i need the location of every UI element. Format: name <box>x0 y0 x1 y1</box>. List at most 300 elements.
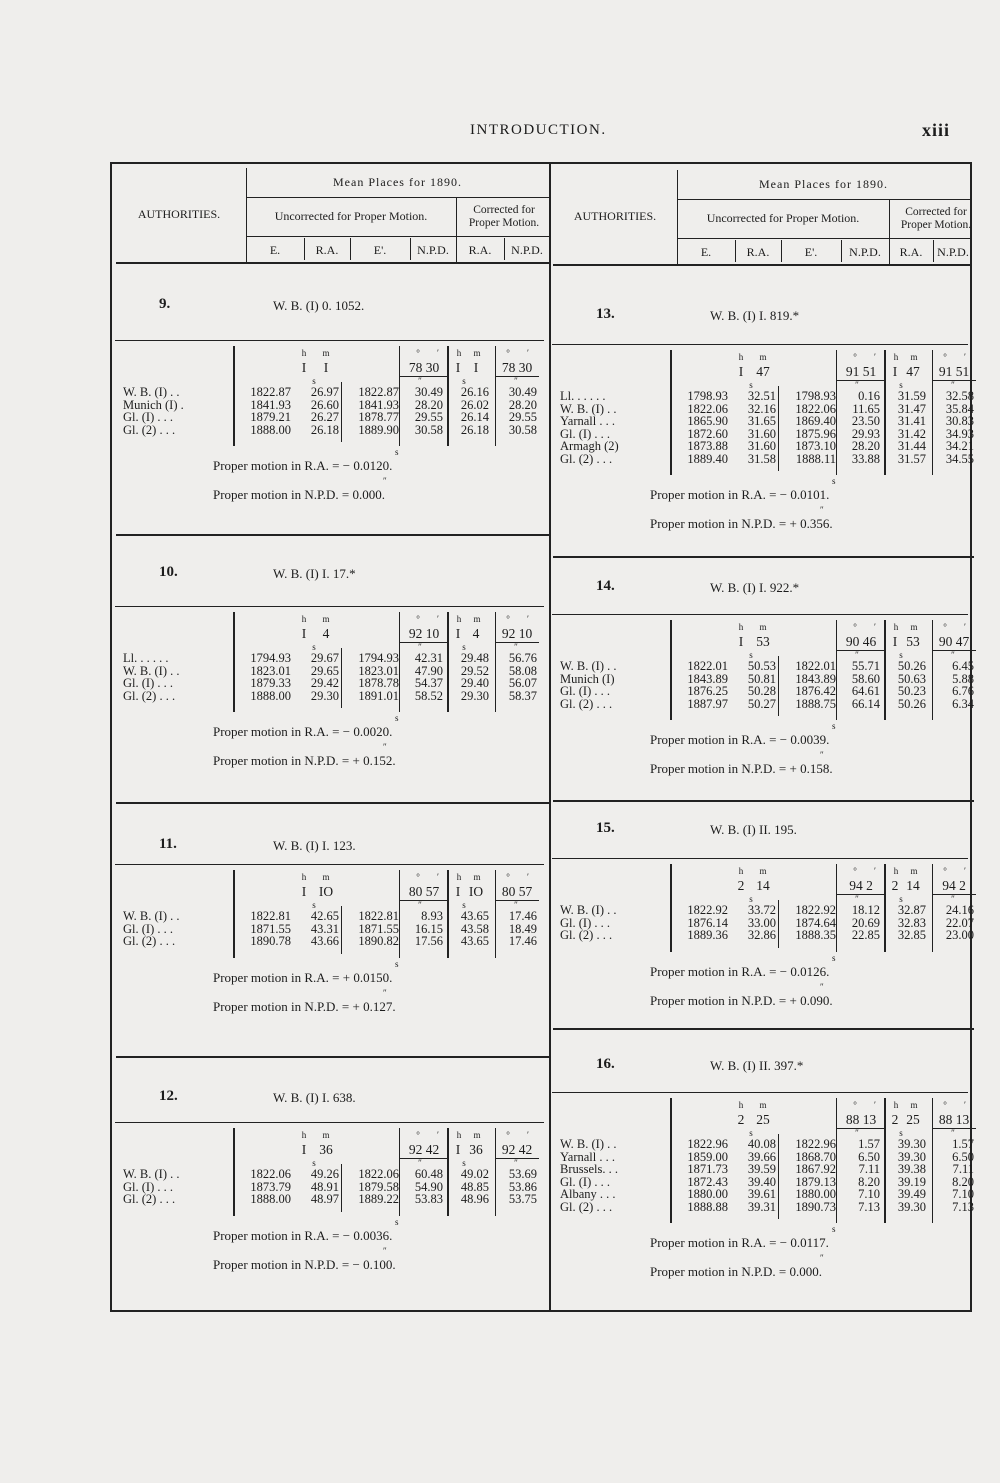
entry-title: W. B. (I) II. 195. <box>710 822 797 837</box>
ra-minutes: 47 <box>756 364 770 379</box>
ra-seconds: 32.16 <box>747 401 776 416</box>
npd-seconds: 7.11 <box>858 1162 880 1176</box>
unit-h: h <box>893 622 899 632</box>
entry-rule <box>552 1092 968 1093</box>
ra-minutes: 4 <box>322 626 330 641</box>
epoch: 1871.55 <box>250 921 291 936</box>
epoch-npd: 1798.93 <box>795 389 836 403</box>
cnpd-seconds: 35.84 <box>945 401 974 416</box>
npd-degrees: 92 42 <box>408 1142 440 1157</box>
pm-unit-sec: ″ <box>820 981 824 992</box>
col-rule <box>670 864 672 952</box>
cnpd-seconds: 6.50 <box>952 1149 974 1164</box>
cnpd-seconds: 7.10 <box>952 1187 974 1201</box>
ra-seconds: 43.31 <box>310 921 339 936</box>
epoch: 1887.97 <box>687 696 728 711</box>
unit-m: m <box>473 1130 481 1140</box>
epoch-npd: 1879.13 <box>795 1174 836 1189</box>
mean-places-header-left: Mean Places for 1890. <box>333 175 462 189</box>
authority: W. B. (I) . . <box>123 909 180 923</box>
epoch: 1798.93 <box>687 389 728 403</box>
unit-sec: ″ <box>855 380 859 390</box>
epoch: 1888.00 <box>250 1192 291 1206</box>
npd-seconds: 7.10 <box>858 1187 880 1201</box>
col-rule <box>778 900 779 948</box>
cnpd-seconds: 7.13 <box>952 1199 974 1214</box>
epoch-npd: 1890.82 <box>358 934 399 948</box>
cra-hours: I <box>455 1142 461 1157</box>
authority: Gl. (I) . . . <box>123 410 173 424</box>
entry-number: 15. <box>596 820 615 836</box>
authority: W. B. (I) . . <box>560 659 617 673</box>
proper-motion-npd: Proper motion in N.P.D. = 0.000. <box>213 487 386 502</box>
npd-seconds: 30.49 <box>414 385 443 399</box>
authority: Munich (I) <box>560 671 615 686</box>
ra-seconds: 50.81 <box>747 671 776 686</box>
unit-h: h <box>893 866 899 876</box>
cra-seconds: 49.02 <box>460 1167 489 1181</box>
epoch-npd: 1841.93 <box>358 397 399 412</box>
unit-h: h <box>301 1130 307 1140</box>
npd-seconds: 18.12 <box>851 903 880 917</box>
proper-motion-ra: Proper motion in R.A. = − 0.0101. <box>650 487 830 502</box>
ra-seconds: 26.18 <box>310 422 339 437</box>
cra-seconds: 48.96 <box>460 1192 489 1206</box>
unit-s: s <box>462 900 466 910</box>
npd-seconds: 64.61 <box>851 684 880 698</box>
authority: Gl. (I) . . . <box>123 1179 173 1194</box>
cnpd-seconds: 17.46 <box>508 934 537 948</box>
epoch: 1822.96 <box>687 1137 728 1151</box>
col-rule <box>399 870 400 958</box>
epoch: 1823.01 <box>250 663 291 678</box>
unit-m: m <box>322 1130 330 1140</box>
cnpd-seconds: 23.00 <box>945 928 974 942</box>
npd-seconds: 66.14 <box>851 696 880 711</box>
ra-hours: I <box>301 626 307 641</box>
authority: W. B. (I) . . <box>560 1137 617 1151</box>
entry-rule <box>115 340 544 341</box>
proper-motion-npd: Proper motion in N.P.D. = − 0.100. <box>213 1256 396 1272</box>
cnpd-degrees: 80 57 <box>501 884 533 899</box>
ra-seconds: 33.00 <box>747 915 776 930</box>
unit-deg: ° <box>416 1130 420 1140</box>
cnpd-seconds: 34.93 <box>945 426 974 441</box>
cra-seconds: 50.26 <box>897 696 926 711</box>
entry-title: W. B. (I) I. 123. <box>273 838 356 853</box>
unit-m: m <box>473 872 481 882</box>
npd-seconds: 54.37 <box>414 676 443 690</box>
entry-title: W. B. (I) I. 819.* <box>710 308 800 323</box>
unit-h: h <box>301 348 307 358</box>
unit-h: h <box>301 872 307 882</box>
unit-deg: ° <box>853 622 857 632</box>
ra-minutes: 36 <box>319 1142 333 1157</box>
unit-h: h <box>893 1100 899 1110</box>
epoch-npd: 1822.06 <box>358 1167 399 1181</box>
cnpd-seconds: 53.86 <box>508 1179 537 1194</box>
epoch-npd: 1871.55 <box>358 921 399 936</box>
npd-seconds: 42.31 <box>414 651 443 665</box>
cra-seconds: 31.47 <box>897 401 926 416</box>
unit-min: ′ <box>527 348 529 358</box>
cra-seconds: 29.30 <box>460 688 489 703</box>
ra-hours: I <box>301 360 307 375</box>
unit-deg: ° <box>416 872 420 882</box>
unit-sec: ″ <box>418 900 422 910</box>
proper-motion-ra: Proper motion in R.A. = − 0.0117. <box>650 1235 829 1250</box>
cra-minutes: I <box>473 360 479 375</box>
npd-seconds: 28.20 <box>414 397 443 412</box>
epoch: 1888.88 <box>687 1199 728 1214</box>
epoch-npd: 1873.10 <box>795 439 836 453</box>
epoch: 1880.00 <box>687 1187 728 1201</box>
ra-hours: I <box>738 634 744 649</box>
epoch: 1879.33 <box>250 676 291 690</box>
cnpd-seconds: 6.34 <box>952 696 974 711</box>
authority: Gl. (I) . . . <box>560 1174 610 1189</box>
unit-h: h <box>456 614 462 624</box>
unit-m: m <box>759 1100 767 1110</box>
unit-h: h <box>456 872 462 882</box>
pm-unit-sec: ″ <box>820 1253 824 1263</box>
npd-degrees: 92 10 <box>408 626 440 641</box>
cnpd-seconds: 56.76 <box>508 651 537 665</box>
page-number: xiii <box>922 120 951 140</box>
unit-h: h <box>456 1130 462 1140</box>
cra-seconds: 50.63 <box>897 671 926 686</box>
epoch: 1843.89 <box>687 671 728 686</box>
unit-sec: ″ <box>951 894 955 904</box>
unit-min: ′ <box>874 352 876 362</box>
pm-unit-s: s <box>395 958 399 969</box>
col-rule <box>670 1098 672 1223</box>
epoch-npd: 1890.73 <box>795 1199 836 1214</box>
ra-hours: 2 <box>737 878 745 893</box>
pm-unit-sec: ″ <box>383 742 387 752</box>
pm-unit-sec: ″ <box>383 987 387 998</box>
ra-minutes: 53 <box>756 634 770 649</box>
authority: Brussels. . . <box>560 1162 618 1176</box>
col-rule <box>233 870 235 958</box>
ra-hours: I <box>301 1142 307 1157</box>
epoch-npd: 1878.77 <box>358 410 399 424</box>
cnpd-seconds: 34.21 <box>945 439 974 453</box>
unit-h: h <box>456 348 462 358</box>
npd-degrees: 80 57 <box>408 884 440 899</box>
ra-seconds: 40.08 <box>747 1137 776 1151</box>
uncorrected-header-right: Uncorrected for Proper Motion. <box>706 211 860 225</box>
npd-seconds: 17.56 <box>414 934 443 948</box>
entry-number: 11. <box>159 836 177 852</box>
col-rule <box>932 1098 933 1223</box>
authority: Yarnall . . . <box>560 1149 615 1164</box>
authority: Gl. (I) . . . <box>123 921 173 936</box>
cra-minutes: 36 <box>469 1142 483 1157</box>
epoch: 1841.93 <box>250 397 291 412</box>
entry-number: 14. <box>596 578 615 594</box>
unit-sec: ″ <box>514 1158 518 1168</box>
unit-sec: ″ <box>855 894 859 904</box>
unit-s: s <box>899 650 903 660</box>
col-rule <box>399 346 400 446</box>
authority: Gl. (2) . . . <box>123 1192 176 1206</box>
entry-number: 16. <box>596 1056 615 1072</box>
epoch-npd: 1843.89 <box>795 671 836 686</box>
npd-seconds: 29.93 <box>851 426 880 441</box>
cnpd-seconds: 30.58 <box>508 422 537 437</box>
entry-title: W. B. (I) I. 17.* <box>273 566 356 581</box>
npd-seconds: 55.71 <box>851 659 880 673</box>
unit-sec: ″ <box>418 376 422 386</box>
unit-deg: ° <box>853 866 857 876</box>
epoch: 1859.00 <box>687 1149 728 1164</box>
pm-unit-sec: ″ <box>820 750 824 760</box>
ra-seconds: 50.53 <box>747 659 776 673</box>
cra-seconds: 29.52 <box>460 663 489 678</box>
col-rule <box>836 620 837 720</box>
entry-rule <box>115 606 544 607</box>
cra-seconds: 32.87 <box>897 903 926 917</box>
pm-unit-s: s <box>832 1224 836 1234</box>
proper-motion-npd: Proper motion in N.P.D. = + 0.090. <box>650 992 833 1008</box>
ra-seconds: 42.65 <box>310 909 339 923</box>
epoch-npd: 1874.64 <box>795 915 836 930</box>
col-rule <box>233 346 235 446</box>
col-rule <box>670 620 672 720</box>
ra-hours: I <box>738 364 744 379</box>
npd-seconds: 22.85 <box>851 928 880 942</box>
unit-sec: ″ <box>855 1128 859 1138</box>
cra-seconds: 50.23 <box>897 684 926 698</box>
epoch: 1822.92 <box>687 903 728 917</box>
unit-min: ′ <box>437 1130 439 1140</box>
unit-deg: ° <box>943 866 947 876</box>
pm-unit-sec: ″ <box>383 476 387 486</box>
epoch-npd: 1794.93 <box>358 651 399 665</box>
cnpd-degrees: 90 47 <box>938 634 970 649</box>
ra-seconds: 43.66 <box>310 934 339 948</box>
epoch: 1879.21 <box>250 410 291 424</box>
unit-h: h <box>893 352 899 362</box>
ra-seconds: 31.60 <box>747 439 776 453</box>
unit-deg: ° <box>506 1130 510 1140</box>
authority: Gl. (I) . . . <box>560 684 610 698</box>
unit-m: m <box>473 348 481 358</box>
cra-seconds: 26.16 <box>460 385 489 399</box>
col-rule <box>778 1134 779 1219</box>
cra-hours: I <box>455 626 461 641</box>
cra-seconds: 43.58 <box>460 921 489 936</box>
cnpd-seconds: 24.16 <box>945 903 974 917</box>
unit-s: s <box>462 1158 466 1168</box>
entry-rule <box>552 858 968 859</box>
pm-unit-sec: ″ <box>820 505 824 515</box>
epoch: 1794.93 <box>250 651 291 665</box>
proper-motion-ra: Proper motion in R.A. = − 0.0020. <box>213 724 393 739</box>
cra-hours: I <box>892 634 898 649</box>
unit-sec: ″ <box>951 380 955 390</box>
cnpd-seconds: 58.08 <box>508 663 537 678</box>
unit-s: s <box>899 1128 903 1138</box>
entry-title: W. B. (I) I. 638. <box>273 1090 356 1105</box>
entry-rule <box>115 1122 544 1123</box>
cra-seconds: 26.14 <box>460 410 489 424</box>
ra-seconds: 26.27 <box>310 410 339 424</box>
epoch: 1822.01 <box>687 659 728 673</box>
col-rule <box>670 350 672 475</box>
unit-sec: ″ <box>855 650 859 660</box>
authority: Gl. (2) . . . <box>123 934 176 948</box>
cra-seconds: 43.65 <box>460 934 489 948</box>
epoch: 1865.90 <box>687 414 728 428</box>
authority: Gl. (I) . . . <box>123 676 173 690</box>
unit-h: h <box>301 614 307 624</box>
epoch-npd: 1875.96 <box>795 426 836 441</box>
pm-unit-s: s <box>832 952 836 963</box>
col-rule <box>836 1098 837 1223</box>
cra-seconds: 48.85 <box>460 1179 489 1194</box>
cra-seconds: 39.19 <box>897 1174 926 1189</box>
npd-seconds: 20.69 <box>851 915 880 930</box>
unit-deg: ° <box>416 614 420 624</box>
cnpd-degrees: 92 10 <box>501 626 533 641</box>
cnpd-degrees: 92 42 <box>501 1142 533 1157</box>
epoch-npd: 1888.11 <box>795 451 836 466</box>
npd-seconds: 47.90 <box>414 663 443 678</box>
unit-deg: ° <box>853 1100 857 1110</box>
proper-motion-ra: Proper motion in R.A. = − 0.0039. <box>650 732 830 747</box>
epoch: 1822.87 <box>250 385 291 399</box>
authority: Armagh (2) <box>560 439 619 453</box>
authority: W. B. (I) . . <box>123 385 180 399</box>
unit-s: s <box>312 642 316 652</box>
proper-motion-npd: Proper motion in N.P.D. = 0.000. <box>650 1264 823 1279</box>
epoch: 1822.81 <box>250 909 291 923</box>
unit-min: ′ <box>874 866 876 876</box>
npd-seconds: 0.16 <box>858 389 880 403</box>
authority: W. B. (I) . . <box>560 401 617 416</box>
authority: W. B. (I) . . <box>123 1167 180 1181</box>
proper-motion-ra: Proper motion in R.A. = − 0.0120. <box>213 458 393 473</box>
unit-min: ′ <box>874 622 876 632</box>
npd-seconds: 7.13 <box>858 1199 880 1214</box>
npd-seconds: 30.58 <box>414 422 443 437</box>
cnpd-seconds: 18.49 <box>508 921 537 936</box>
ra-seconds: 31.58 <box>747 451 776 466</box>
entry-title: W. B. (I) 0. 1052. <box>273 298 365 313</box>
ra-seconds: 49.26 <box>310 1167 339 1181</box>
epoch: 1888.00 <box>250 422 291 437</box>
cra-seconds: 39.30 <box>897 1149 926 1164</box>
unit-m: m <box>759 622 767 632</box>
unit-sec: ″ <box>514 900 518 910</box>
unit-min: ′ <box>874 1100 876 1110</box>
cra-minutes: 53 <box>906 634 920 649</box>
entry-rule <box>552 614 968 615</box>
pm-unit-sec: ″ <box>383 1245 387 1256</box>
cnpd-seconds: 30.49 <box>508 385 537 399</box>
entry-rule <box>552 344 968 345</box>
authority: Ll. . . . . . <box>560 389 606 403</box>
unit-min: ′ <box>437 614 439 624</box>
proper-motion-npd: Proper motion in N.P.D. = + 0.158. <box>650 761 833 776</box>
unit-min: ′ <box>437 872 439 882</box>
epoch-npd: 1822.92 <box>795 903 836 917</box>
cnpd-seconds: 6.76 <box>952 684 974 698</box>
unit-s: s <box>312 1158 316 1168</box>
cnpd-degrees: 88 13 <box>938 1112 970 1127</box>
epoch: 1889.40 <box>687 451 728 466</box>
col-rule <box>778 386 779 471</box>
cnpd-degrees: 78 30 <box>501 360 533 375</box>
pm-unit-s: s <box>832 476 836 486</box>
cra-seconds: 29.40 <box>460 676 489 690</box>
col-rule <box>778 656 779 716</box>
proper-motion-ra: Proper motion in R.A. = + 0.0150. <box>213 969 393 985</box>
npd-seconds: 53.83 <box>414 1192 443 1206</box>
entry-number: 13. <box>596 306 615 322</box>
authorities-header-right: AUTHORITIES. <box>573 209 657 223</box>
col-rule <box>495 870 496 958</box>
ra-seconds: 26.60 <box>310 397 339 412</box>
cnpd-seconds: 53.69 <box>508 1167 537 1181</box>
unit-m: m <box>759 352 767 362</box>
page-header: INTRODUCTION. <box>470 122 607 138</box>
cra-minutes: 14 <box>906 878 920 893</box>
col-rule <box>932 864 933 952</box>
entry-number: 12. <box>159 1088 178 1104</box>
col-rule <box>836 864 837 952</box>
unit-m: m <box>322 614 330 624</box>
ra-seconds: 32.51 <box>747 389 776 403</box>
ra-seconds: 39.31 <box>747 1199 776 1214</box>
authority: Gl. (2) . . . <box>560 928 613 942</box>
ra-seconds: 31.60 <box>747 426 776 441</box>
col-rule <box>233 612 235 712</box>
unit-m: m <box>759 866 767 876</box>
entry-number: 9. <box>159 296 171 312</box>
unit-s: s <box>749 894 753 904</box>
pm-unit-s: s <box>395 713 399 723</box>
npd-seconds: 1.57 <box>858 1137 880 1151</box>
ra-hours: I <box>301 884 307 899</box>
unit-min: ′ <box>527 614 529 624</box>
ra-seconds: 29.65 <box>310 663 339 678</box>
cnpd-seconds: 32.58 <box>945 389 974 403</box>
authority: Gl. (I) . . . <box>560 915 610 930</box>
cra-seconds: 39.38 <box>897 1162 926 1176</box>
ra-seconds: 48.97 <box>310 1192 339 1206</box>
unit-s: s <box>312 900 316 910</box>
authority: Yarnall . . . <box>560 414 615 428</box>
ra-seconds: 39.61 <box>747 1187 776 1201</box>
unit-m: m <box>322 872 330 882</box>
col-rule <box>836 350 837 475</box>
ra-minutes: 14 <box>756 878 770 893</box>
epoch-npd: 1822.01 <box>795 659 836 673</box>
epoch-npd: 1823.01 <box>358 663 399 678</box>
npd-seconds: 16.15 <box>414 921 443 936</box>
cra-hours: I <box>455 360 461 375</box>
proper-motion-ra: Proper motion in R.A. = − 0.0036. <box>213 1227 393 1243</box>
authority: Albany . . . <box>560 1187 616 1201</box>
unit-min: ′ <box>527 1130 529 1140</box>
proper-motion-npd: Proper motion in N.P.D. = + 0.152. <box>213 753 396 768</box>
cnpd-seconds: 56.07 <box>508 676 537 690</box>
cnpd-seconds: 7.11 <box>952 1162 974 1176</box>
epoch: 1876.14 <box>687 915 728 930</box>
